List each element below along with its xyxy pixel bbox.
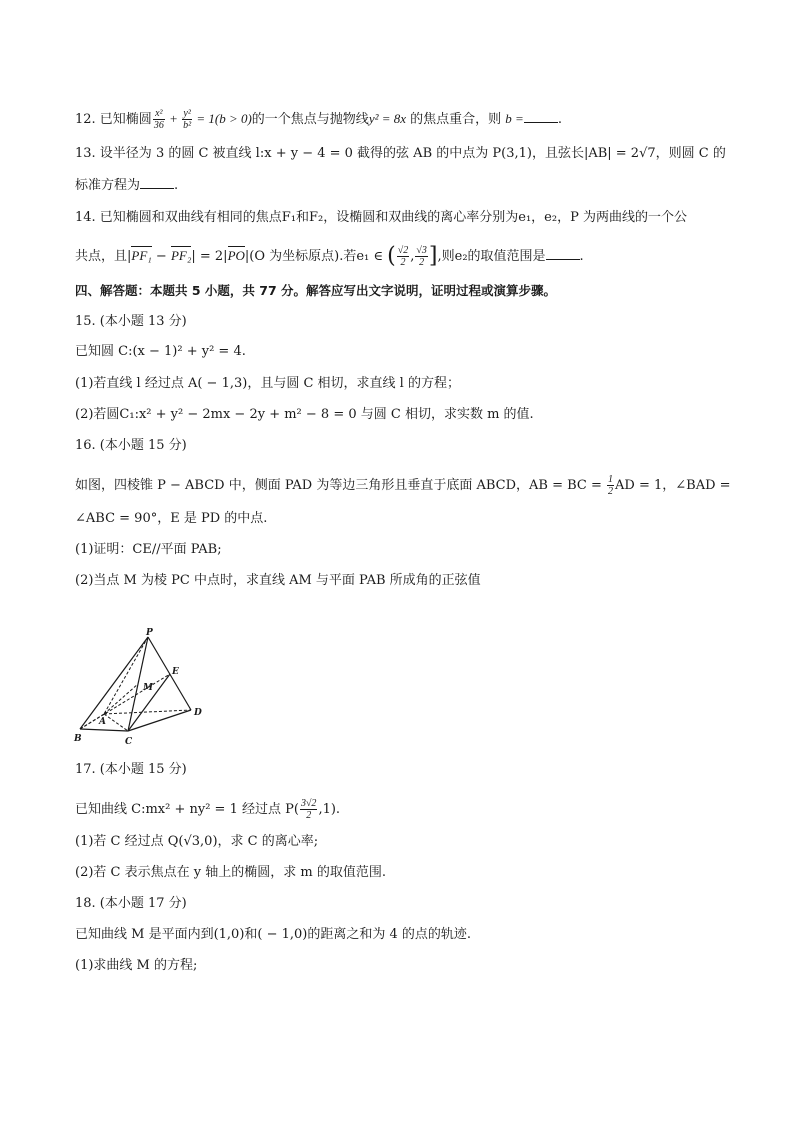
question-13-line2: 标准方程为 . bbox=[75, 178, 179, 193]
label-b: B bbox=[74, 734, 82, 744]
question-18-stem: 已知曲线 M 是平面内到(1,0)和( − 1,0)的距离之和为 4 的点的轨迹. bbox=[75, 927, 472, 942]
edge-ad bbox=[104, 710, 191, 714]
question-17-part1: (1)若 C 经过点 Q(√3,0)，求 C 的离心率; bbox=[75, 834, 319, 849]
label-a: A bbox=[99, 717, 106, 727]
section-heading: 四、解答题：本题共 5 小题，共 77 分。解答应写出文字说明，证明过程或演算步骤。 bbox=[75, 283, 557, 298]
question-15-title: 15. (本小题 13 分) bbox=[75, 314, 187, 329]
question-18-title: 18. (本小题 17 分) bbox=[75, 896, 187, 911]
question-14-line1: 14. 已知椭圆和双曲线有相同的焦点F₁和F₂，设椭圆和双曲线的离心率分别为e₁，e₂，P 为两曲线的一个公 bbox=[75, 210, 687, 225]
question-13-line1: 13. 设半径为 3 的圆 C 被直线 l:x + y − 4 = 0 截得的弦 AB 的中点为 P(3,1)，且弦长|AB| = 2√7，则圆 C 的 bbox=[75, 146, 726, 161]
segment-be bbox=[80, 674, 170, 729]
answer-blank bbox=[140, 176, 174, 189]
label-d: D bbox=[194, 708, 202, 718]
vector-pf1: PF₁ bbox=[131, 248, 152, 263]
question-14-line2: 共点，且|PF₁ − PF₂| = 2|PO|(O 为坐标原点).若e₁ ∈ ( $\frac{√2}{2}$ , $\frac{√3}{2}$ ],则e₂的取值范围是 . bbox=[75, 243, 584, 269]
label-e: E bbox=[172, 667, 179, 677]
answer-blank bbox=[546, 247, 580, 260]
question-15-part1: (1)若直线 l 经过点 A( − 1,3)，且与圆 C 相切，求直线 l 的方程； bbox=[75, 376, 460, 391]
question-16-title: 16. (本小题 15 分) bbox=[75, 438, 187, 453]
vector-pf2: PF₂ bbox=[170, 248, 192, 263]
label-c: C bbox=[125, 737, 133, 747]
question-17-stem: 已知曲线 C:mx² + ny² = 1 经过点 P( $\frac{3√2}{2}$ ,1). bbox=[75, 798, 341, 821]
label-p: P bbox=[146, 628, 153, 638]
q12-frac-x: $\frac{\text{x²}}{36}$ bbox=[153, 108, 164, 131]
question-16-part2: (2)当点 M 为棱 PC 中点时，求直线 AM 与平面 PAB 所成角的正弦值 bbox=[75, 573, 481, 588]
edge-pa bbox=[104, 637, 148, 714]
q12-frac-y: $\frac{\text{y²}}{\text{b²}}$ bbox=[183, 108, 192, 131]
pyramid-figure bbox=[72, 628, 212, 750]
label-m: M bbox=[143, 683, 153, 693]
question-16-part1: (1)证明：CE//平面 PAB; bbox=[75, 542, 222, 557]
edge-bc bbox=[80, 729, 128, 731]
pyramid-diagram bbox=[72, 628, 212, 750]
vector-po: PO bbox=[227, 248, 245, 263]
q12-prefix: 12. 已知椭圆 bbox=[75, 112, 152, 127]
question-12: 12. 已知椭圆 $\frac{\text{x²}}{36}$ + $\frac{\text{y²}}{\text{b²}}$ = 1(b > 0)的一个焦点与抛物线y² = 8x 的焦点重合，则 b = . bbox=[75, 108, 562, 131]
question-16-stem2: ∠ABC = 90°，E 是 PD 的中点. bbox=[75, 511, 268, 526]
question-16-stem: 如图，四棱锥 P − ABCD 中，侧面 PAD 为等边三角形且垂直于底面 ABCD，AB = BC = $\frac{1}{2}$ AD = 1，∠BAD = bbox=[75, 474, 731, 497]
edge-pd bbox=[148, 637, 191, 710]
answer-blank bbox=[524, 110, 558, 123]
question-18-part1: (1)求曲线 M 的方程; bbox=[75, 958, 198, 973]
question-15-stem: 已知圆 C:(x − 1)² + y² = 4. bbox=[75, 344, 246, 359]
question-17-part2: (2)若 C 表示焦点在 y 轴上的椭圆，求 m 的取值范围. bbox=[75, 865, 386, 880]
question-17-title: 17. (本小题 15 分) bbox=[75, 762, 187, 777]
edge-cd bbox=[128, 710, 191, 731]
edge-ac bbox=[104, 714, 128, 731]
question-15-part2: (2)若圆C₁:x² + y² − 2mx − 2y + m² − 8 = 0 与圆 C 相切，求实数 m 的值. bbox=[75, 407, 534, 422]
